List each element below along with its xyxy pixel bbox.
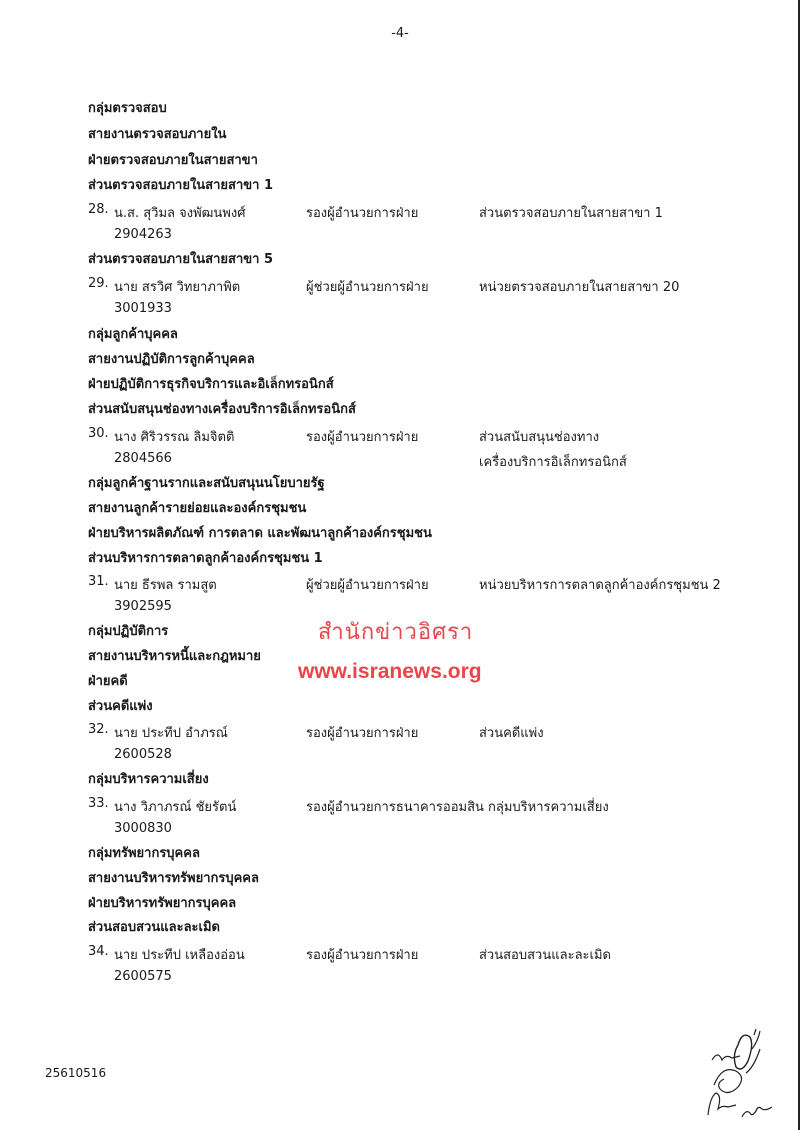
entry-position: รองผู้อำนวยการฝ่าย bbox=[306, 948, 419, 963]
watermark-thai: สำนักข่าวอิศรา bbox=[318, 620, 474, 645]
section-heading: กลุ่มลูกค้าฐานรากและสนับสนุนนโยบายรัฐ bbox=[88, 476, 325, 491]
entry-id: 2904263 bbox=[114, 227, 172, 242]
entry-unit: กลุ่มบริหารความเสี่ยง bbox=[488, 800, 609, 815]
entry-name: นาย สรวิศ วิทยาภาพิต bbox=[114, 280, 241, 295]
entry-unit-continued: เครื่องบริการอิเล็กทรอนิกส์ bbox=[479, 455, 627, 470]
entry-name: นาง วิภาภรณ์ ชัยรัตน์ bbox=[114, 800, 237, 815]
entry-number: 33. bbox=[88, 796, 109, 811]
entry-unit: ส่วนตรวจสอบภายในสายสาขา 1 bbox=[479, 206, 663, 221]
entry-number: 29. bbox=[88, 276, 109, 291]
section-heading: ส่วนสนับสนุนช่องทางเครื่องบริการอิเล็กทรอนิกส์ bbox=[88, 402, 356, 417]
section-heading: สายงานลูกค้ารายย่อยและองค์กรชุมชน bbox=[88, 501, 307, 516]
entry-id: 3001933 bbox=[114, 301, 172, 316]
entry-id: 2600528 bbox=[114, 747, 172, 762]
section-heading: ส่วนคดีแพ่ง bbox=[88, 699, 153, 714]
section-heading: ส่วนตรวจสอบภายในสายสาขา 5 bbox=[88, 252, 274, 267]
entry-number: 32. bbox=[88, 722, 109, 737]
entry-name: นาย ประทีป อำภรณ์ bbox=[114, 726, 228, 741]
section-heading: สายงานตรวจสอบภายใน bbox=[88, 127, 227, 142]
entry-position: รองผู้อำนวยการธนาคารออมสิน bbox=[306, 800, 484, 815]
entry-position: รองผู้อำนวยการฝ่าย bbox=[306, 430, 419, 445]
entry-id: 2600575 bbox=[114, 969, 172, 984]
entry-number: 34. bbox=[88, 944, 109, 959]
entry-unit: ส่วนสนับสนุนช่องทาง bbox=[479, 430, 600, 445]
entry-unit: หน่วยบริหารการตลาดลูกค้าองค์กรชุมชน 2 bbox=[479, 578, 721, 593]
section-heading: ส่วนตรวจสอบภายในสายสาขา 1 bbox=[88, 178, 274, 193]
watermark-url: www.isranews.org bbox=[298, 660, 482, 683]
entry-position: ผู้ช่วยผู้อำนวยการฝ่าย bbox=[306, 280, 429, 295]
entry-name: น.ส. สุวิมล จงพัฒนพงศ์ bbox=[114, 206, 246, 221]
entry-number: 31. bbox=[88, 574, 109, 589]
section-heading: ฝ่ายคดี bbox=[88, 674, 128, 689]
entry-unit: หน่วยตรวจสอบภายในสายสาขา 20 bbox=[479, 280, 680, 295]
section-heading: กลุ่มตรวจสอบ bbox=[88, 101, 167, 116]
section-heading: สายงานปฏิบัติการลูกค้าบุคคล bbox=[88, 352, 255, 367]
entry-position: รองผู้อำนวยการฝ่าย bbox=[306, 726, 419, 741]
entry-id: 3000830 bbox=[114, 821, 172, 836]
section-heading: ส่วนบริหารการตลาดลูกค้าองค์กรชุมชน 1 bbox=[88, 551, 323, 566]
signature-icon bbox=[670, 1005, 790, 1125]
section-heading: สายงานบริหารทรัพยากรบุคคล bbox=[88, 871, 259, 886]
section-heading: ส่วนสอบสวนและละเมิด bbox=[88, 920, 220, 935]
section-heading: กลุ่มบริหารความเสี่ยง bbox=[88, 772, 209, 787]
section-heading: กลุ่มลูกค้าบุคคล bbox=[88, 327, 178, 342]
section-heading: ฝ่ายบริหารผลิตภัณฑ์ การตลาด และพัฒนาลูกค้าองค์กรชุมชน bbox=[88, 526, 432, 541]
section-heading: ฝ่ายตรวจสอบภายในสายสาขา bbox=[88, 153, 258, 168]
entry-id: 3902595 bbox=[114, 599, 172, 614]
section-heading: ฝ่ายปฏิบัติการธุรกิจบริการและอิเล็กทรอนิกส์ bbox=[88, 377, 334, 392]
entry-name: นาย ธีรพล รามสูต bbox=[114, 578, 217, 593]
entry-number: 30. bbox=[88, 426, 109, 441]
entry-unit: ส่วนสอบสวนและละเมิด bbox=[479, 948, 611, 963]
entry-name: นาย ประทีป เหลืองอ่อน bbox=[114, 948, 245, 963]
entry-number: 28. bbox=[88, 202, 109, 217]
entry-id: 2804566 bbox=[114, 451, 172, 466]
entry-unit: ส่วนคดีแพ่ง bbox=[479, 726, 544, 741]
section-heading: กลุ่มทรัพยากรบุคคล bbox=[88, 846, 200, 861]
entry-position: ผู้ช่วยผู้อำนวยการฝ่าย bbox=[306, 578, 429, 593]
section-heading: สายงานบริหารหนี้และกฎหมาย bbox=[88, 649, 261, 664]
section-heading: กลุ่มปฏิบัติการ bbox=[88, 624, 169, 639]
entry-position: รองผู้อำนวยการฝ่าย bbox=[306, 206, 419, 221]
document-code: 25610516 bbox=[45, 1066, 107, 1080]
section-heading: ฝ่ายบริหารทรัพยากรบุคคล bbox=[88, 896, 237, 911]
entry-name: นาง ศิริวรรณ ลิมจิตติ bbox=[114, 430, 235, 445]
page-number: -4- bbox=[391, 26, 409, 41]
